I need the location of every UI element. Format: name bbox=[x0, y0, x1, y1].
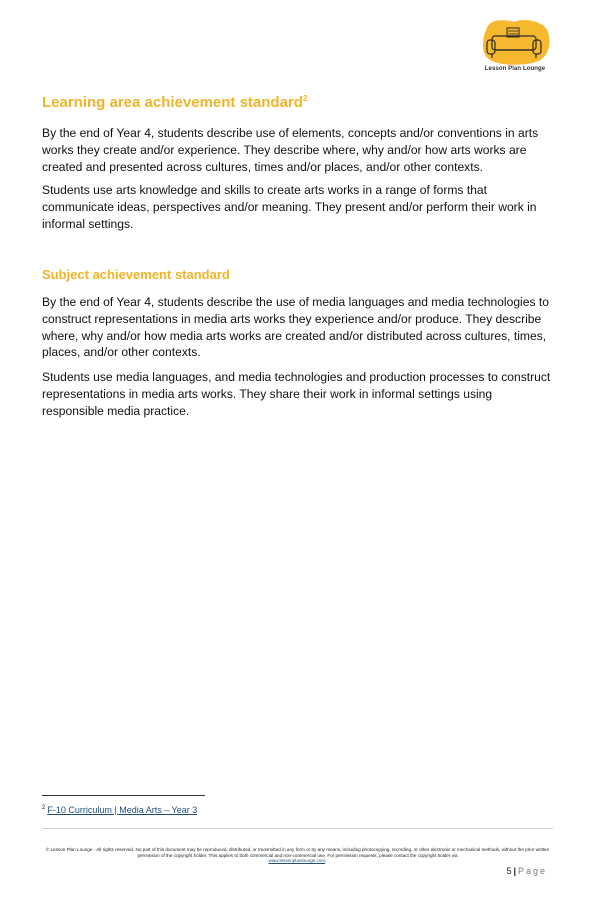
learning-area-heading-text: Learning area achievement standard bbox=[42, 94, 303, 111]
lesson-plan-lounge-logo bbox=[478, 18, 552, 76]
lounge-sofa-icon bbox=[478, 18, 552, 66]
page-number-value: 5 bbox=[506, 866, 512, 876]
heading-footnote-ref: 2 bbox=[302, 94, 308, 103]
footnote-number: 2 bbox=[42, 805, 46, 811]
website-suffix: . bbox=[325, 858, 327, 864]
footer-divider bbox=[42, 828, 553, 829]
page-separator: | bbox=[513, 866, 516, 876]
subject-paragraph-1: By the end of Year 4, students describe the use of media languages and media technologies to construct representations in media arts works they experience and/or produce. They describe where, why and/or how media arts works are created and/or distributed across cultures, times, places, and/or other contexts. bbox=[42, 295, 549, 360]
website-link[interactable]: www.lessonplanlounge.com bbox=[268, 858, 326, 864]
copyright-text: © Lesson Plan Lounge - All rights reserved. No part of this document may be reproduced, distributed, or transmitted in any form or by any means, including photocopying, recording, or other electronic or mechanical methods, without the prior written permission of the copyright holder. This applies to both commercial and non-commercial use. For permission requests, please contact the copyright holder via bbox=[45, 847, 550, 858]
copyright-notice bbox=[42, 847, 553, 864]
footnote-link[interactable]: F-10 Curriculum | Media Arts – Year 3 bbox=[47, 805, 198, 815]
page-number bbox=[506, 866, 547, 876]
subject-heading: Subject achievement standard bbox=[42, 267, 230, 282]
logo-wordmark: Lesson Plan Lounge bbox=[484, 66, 546, 72]
page-label: Page bbox=[517, 866, 547, 876]
learning-area-heading bbox=[42, 94, 307, 111]
learning-area-paragraph-1: By the end of Year 4, students describe use of elements, concepts and/or conventions in arts works they create and/or experience. They describe where, why and/or how arts works are created and presented across cultures, times and/or places, and/or other contexts. bbox=[42, 126, 539, 174]
footnote-divider bbox=[42, 795, 205, 796]
learning-area-paragraph-2: Students use arts knowledge and skills to create arts works in a range of forms that communicate ideas, perspectives and/or meaning. They present and/or perform their work in informal settings. bbox=[42, 183, 537, 231]
footnote bbox=[42, 805, 197, 815]
subject-paragraph-2: Students use media languages, and media technologies and production processes to construct representations in media arts works. They share their work in informal settings using responsible media practice. bbox=[42, 370, 551, 418]
